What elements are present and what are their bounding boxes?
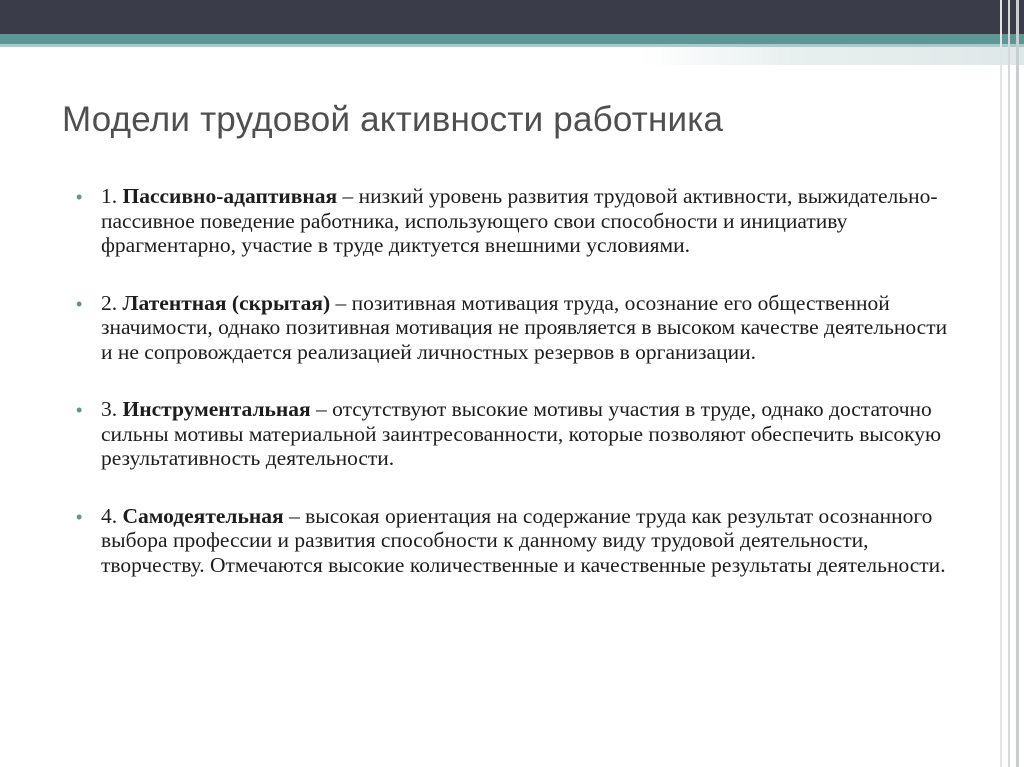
item-term: Самодеятельная xyxy=(122,503,284,528)
list-item xyxy=(76,397,956,471)
item-term: Пассивно-адаптивная xyxy=(122,184,338,208)
item-term: Инструментальная xyxy=(122,397,311,421)
item-description: – низкий уровень развития трудовой активности, выжидательно-пассивное поведение работника, использующего свои способности и инициативу фрагментарно, участие в труде диктуется внешними условиями. xyxy=(101,184,938,257)
right-edge-line xyxy=(1016,0,1019,767)
item-number: 1. xyxy=(101,184,118,208)
bullet-icon: • xyxy=(76,293,83,314)
right-edge-line xyxy=(1008,0,1010,767)
bullet-icon: • xyxy=(76,187,83,207)
bullet-icon: • xyxy=(76,506,83,527)
bullet-icon: • xyxy=(76,400,83,420)
item-description: – отсутствуют высокие мотивы участия в труде, однако достаточно сильны мотивы материальной заинтресованности, которые позволяют обеспечить высокую результативность деятельности. xyxy=(101,397,942,470)
item-description: – высокая ориентация на содержание труда как результат осознанного выбора профессии и развития способности к данному виду трудовой деятельности, творчеству. Отмечаются высокие количественные и качественные результаты деятельности. xyxy=(101,503,946,577)
header-accent-highlight xyxy=(640,47,1024,65)
slide-title: Модели трудовой активности работника xyxy=(62,100,724,139)
right-edge-line xyxy=(1000,0,1002,767)
header-bar xyxy=(0,0,1024,34)
list-item xyxy=(76,504,956,578)
header-accent-band xyxy=(0,34,1024,44)
item-number: 3. xyxy=(101,397,118,421)
model-list xyxy=(76,184,956,610)
list-item xyxy=(76,184,956,258)
item-term: Латентная (скрытая) xyxy=(122,290,331,315)
item-description: – позитивная мотивация труда, осознание его общественной значимости, однако позитивная мотивация не проявляется в высоком качестве деятельности и не сопровождается реализацией личностных резервов в организации. xyxy=(101,290,948,364)
list-item xyxy=(76,291,956,365)
item-number: 2. xyxy=(101,290,118,315)
item-number: 4. xyxy=(101,503,118,528)
